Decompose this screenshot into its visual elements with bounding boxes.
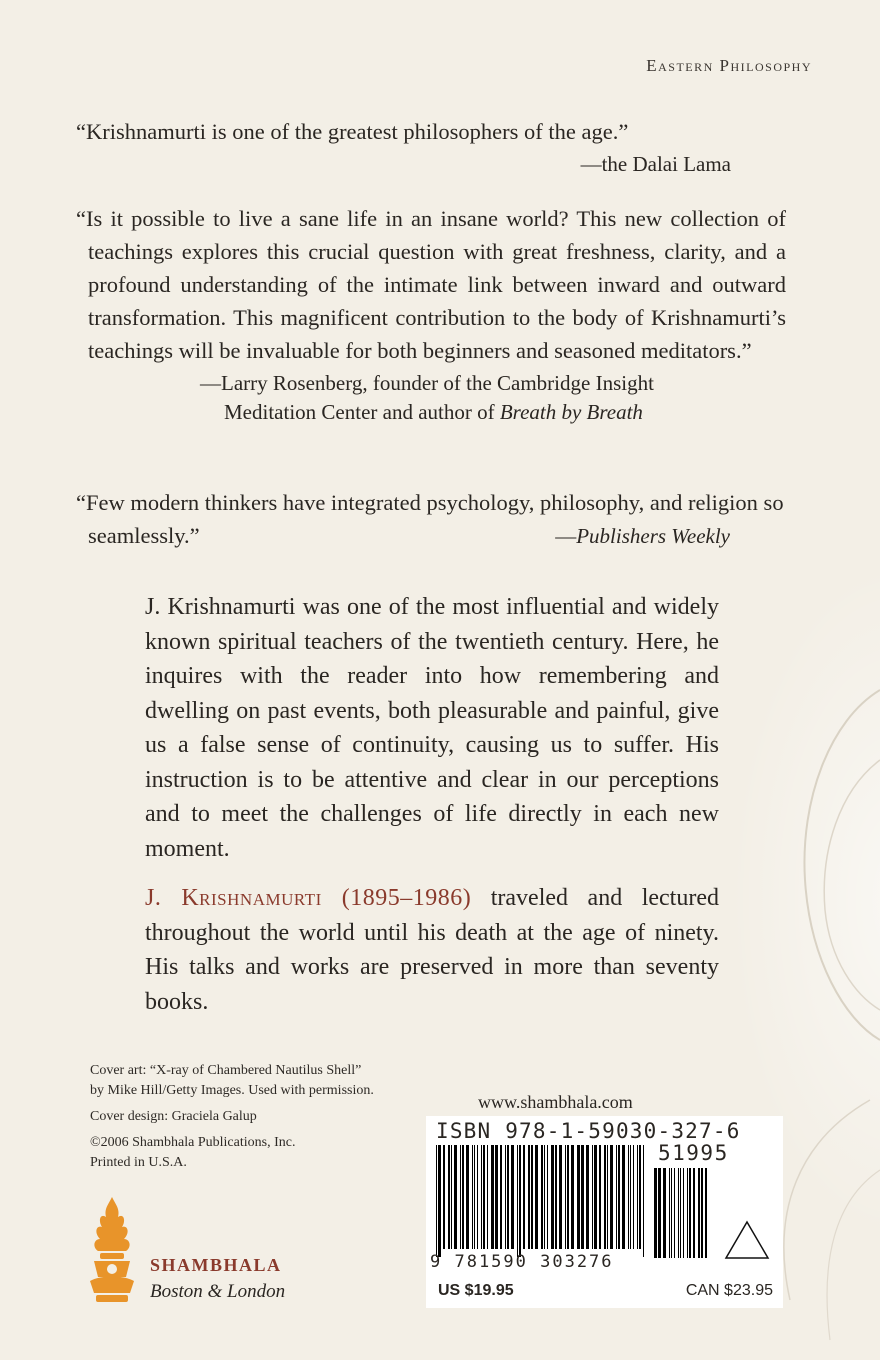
barcode-bar <box>477 1145 478 1249</box>
price-code: 51995 <box>658 1141 729 1165</box>
barcode-bar <box>565 1145 566 1249</box>
barcode-bar <box>535 1145 538 1249</box>
quote-dalai-lama <box>76 115 786 181</box>
barcode-bar <box>705 1168 707 1258</box>
cover-art-credit-2: by Mike Hill/Getty Images. Used with permission. <box>90 1083 374 1098</box>
quote-text: “Krishnamurti is one of the greatest philosophers of the age.” <box>76 119 629 144</box>
barcode-bar <box>643 1145 644 1257</box>
quote-text: “Is it possible to live a sane life in an insane world? This new collection of teachings explores this crucial question with great freshness, clarity, and a profound understanding of the intimate link between inward and outward transformation. This magnificent contribution to the body of Krishnamurti’s teachings will be invaluable for both beginners and seasoned meditators.” <box>76 206 786 363</box>
barcode-bar <box>604 1145 606 1249</box>
isbn-text: ISBN 978-1-59030-327-6 <box>436 1119 741 1143</box>
book-description: J. Krishnamurti was one of the most influential and widely known spiritual teachers of the twentieth century. Here, he inquires with the reader into how remembering and dwelling on past events, both pleasurable and painful, give us a false sense of continuity, causing us to suffer. His instruction is to be attentive and clear in our perceptions and to meet the challenges of life directly in each new moment. <box>145 594 719 862</box>
barcode-bar <box>610 1145 613 1249</box>
barcode-bar <box>701 1168 703 1258</box>
barcode-bar <box>454 1145 457 1249</box>
barcode-bar <box>581 1145 584 1249</box>
barcode-bar <box>511 1145 514 1249</box>
barcode-bar <box>528 1145 530 1249</box>
barcode-bar <box>683 1168 684 1258</box>
barcode-bar <box>517 1145 518 1257</box>
barcode-bar <box>507 1145 509 1249</box>
barcode-bar <box>523 1145 525 1249</box>
barcode-bar <box>567 1145 569 1249</box>
publication-title: Publishers Weekly <box>576 524 730 548</box>
barcode-bar <box>637 1145 638 1249</box>
barcode-bar <box>531 1145 533 1249</box>
copyright: ©2006 Shambhala Publications, Inc. <box>90 1135 296 1150</box>
barcode-bar <box>693 1168 695 1258</box>
credits <box>90 1061 374 1173</box>
quote-rosenberg <box>76 202 786 427</box>
barcode-bar <box>451 1145 452 1249</box>
barcode-bar <box>622 1145 625 1249</box>
barcode-bar <box>628 1145 629 1249</box>
quote-attribution: —the Dalai Lama <box>580 152 731 176</box>
barcode-bar <box>505 1145 506 1249</box>
publisher-location: Boston & London <box>150 1281 286 1302</box>
barcode-bar <box>639 1145 641 1249</box>
barcode-bar <box>559 1145 562 1249</box>
author-bio: J. Krishnamurti (1895–1986) traveled and lectured throughout the world until his death at the age of ninety. His talks and works are preserved in more than seventy books. <box>145 885 719 1015</box>
barcode-bar <box>462 1145 464 1249</box>
barcode-bar <box>586 1145 589 1249</box>
quote-publishers-weekly <box>76 486 786 552</box>
barcode-bar <box>495 1145 498 1249</box>
barcode-bar <box>460 1145 461 1249</box>
barcode-bar <box>483 1145 485 1249</box>
barcode-bar <box>618 1145 620 1249</box>
quote-attribution: —Publishers Weekly <box>555 524 730 548</box>
barcode-bar <box>438 1145 441 1257</box>
barcode-bar <box>491 1145 494 1249</box>
triangle-icon <box>724 1220 770 1260</box>
barcode-bar <box>551 1145 554 1249</box>
barcode-bar <box>481 1145 482 1249</box>
quote-attribution <box>88 369 786 427</box>
barcode-bar <box>689 1168 691 1258</box>
barcode-bar <box>436 1145 437 1257</box>
barcode-bar <box>555 1145 557 1249</box>
barcode-bar <box>607 1145 608 1249</box>
cover-art-credit: Cover art: “X-ray of Chambered Nautilus Shell” <box>90 1063 362 1078</box>
printed-in: Printed in U.S.A. <box>90 1155 187 1170</box>
barcode-bar <box>443 1145 445 1249</box>
barcode-bar <box>654 1168 657 1258</box>
ean-digits: 9 781590 303276 <box>430 1252 614 1272</box>
barcode-bar <box>487 1145 488 1249</box>
barcode-bar <box>547 1145 548 1249</box>
barcode-bar <box>599 1145 601 1249</box>
barcode-bar <box>541 1145 543 1249</box>
barcode-bar <box>594 1145 597 1249</box>
website-link[interactable]: www.shambhala.com <box>478 1092 633 1112</box>
price-barcode <box>654 1168 712 1258</box>
barcode-bar <box>616 1145 617 1249</box>
barcode-bar <box>633 1145 634 1249</box>
us-price: US $19.95 <box>438 1282 514 1299</box>
barcode-bar <box>448 1145 450 1249</box>
barcode-bar <box>466 1145 469 1249</box>
publisher-name: SHAMBHALA <box>150 1255 282 1275</box>
category-label: Eastern Philosophy <box>646 56 812 75</box>
barcode-bar <box>671 1168 672 1258</box>
can-price: CAN $23.95 <box>685 1282 773 1299</box>
barcode-bar <box>577 1145 580 1249</box>
barcode-bar <box>571 1145 574 1249</box>
barcode-bar <box>500 1145 502 1249</box>
barcode-bar <box>544 1145 545 1249</box>
barcode-bar <box>630 1145 631 1249</box>
barcode-bar <box>658 1168 661 1258</box>
barcode-bar <box>678 1168 679 1258</box>
barcode-bar <box>680 1168 681 1258</box>
book-title: Breath by Breath <box>499 400 643 424</box>
barcode-bar <box>674 1168 675 1258</box>
barcode-box <box>426 1116 783 1308</box>
quote-text: “Few modern thinkers have integrated psychology, philosophy, and religion so seamlessly.” <box>76 490 784 548</box>
book-description-block <box>145 590 719 1034</box>
barcode-bar <box>663 1168 666 1258</box>
barcode-bar <box>519 1145 521 1257</box>
barcode-bar <box>669 1168 670 1258</box>
shambhala-flame-logo-icon <box>86 1195 138 1305</box>
barcode-bar <box>698 1168 700 1258</box>
barcode-bar <box>687 1168 688 1258</box>
barcode-bar <box>474 1145 475 1249</box>
author-name: J. Krishnamurti (1895–1986) <box>145 885 472 911</box>
attribution-line-2: Meditation Center and author of Breath by Breath <box>224 400 643 424</box>
cover-design-credit: Cover design: Graciela Galup <box>90 1109 257 1124</box>
barcode-bar <box>592 1145 593 1249</box>
barcode-bar <box>472 1145 473 1249</box>
ean-barcode <box>436 1145 648 1257</box>
attribution-line-1: —Larry Rosenberg, founder of the Cambridge Insight <box>200 371 654 395</box>
